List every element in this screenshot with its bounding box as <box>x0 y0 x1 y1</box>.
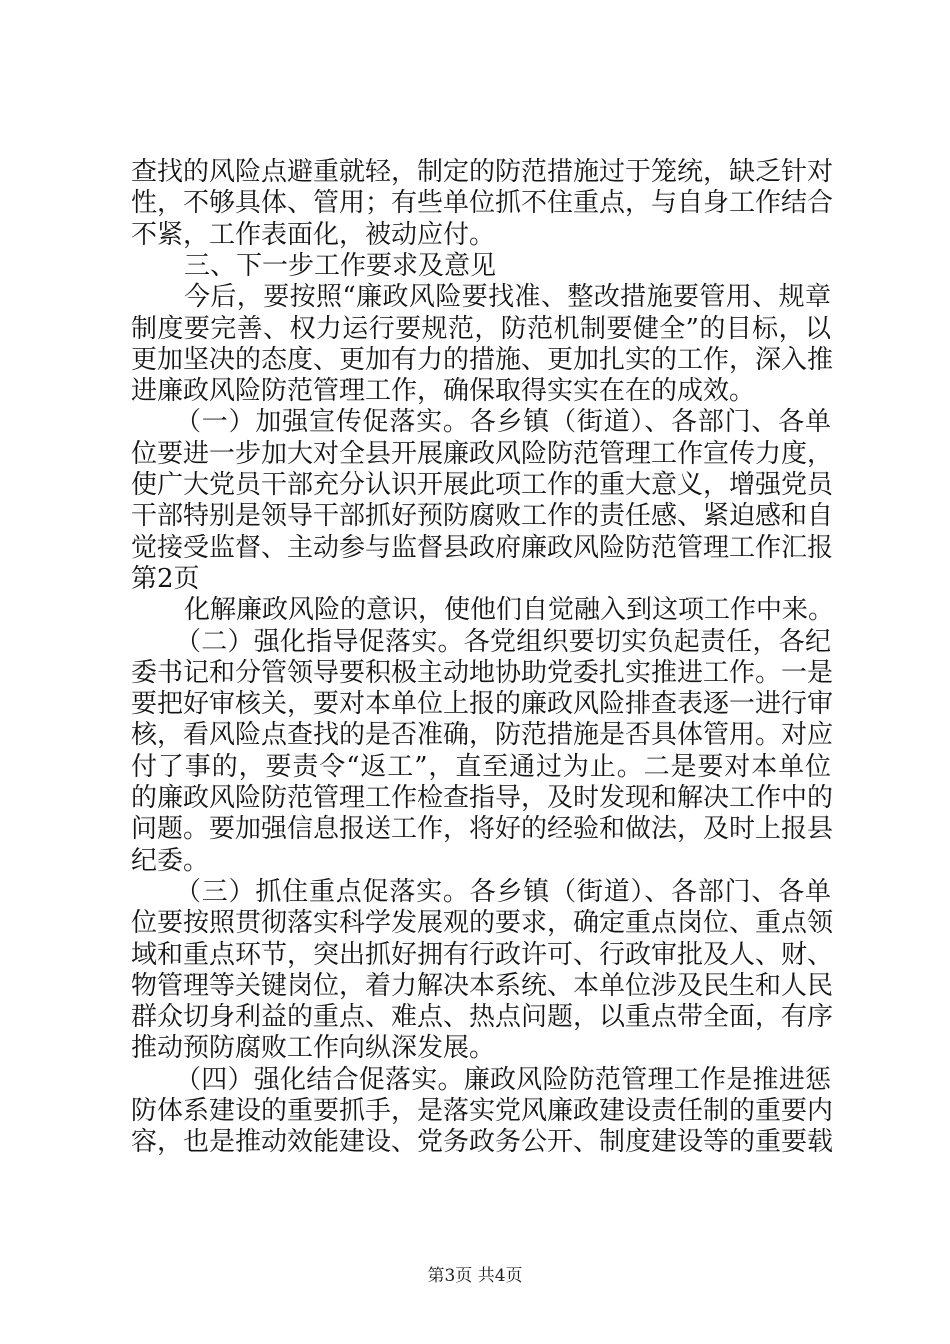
text-line: 查找的风险点避重就轻，制定的防范措施过于笼统，缺乏针对 <box>131 157 834 187</box>
text-line: 更加坚决的态度、更加有力的措施、更加扎实的工作，深入推 <box>131 345 834 375</box>
text-line: 进廉政风险防范管理工作，确保取得实实在在的成效。 <box>131 376 756 406</box>
text-line: 要把好审核关，要对本单位上报的廉政风险排查表逐一进行审 <box>131 689 834 719</box>
text-line: （一）加强宣传促落实。各乡镇（街道）、各部门、各单 <box>175 407 831 437</box>
text-line: （三）抓住重点促落实。各乡镇（街道）、各部门、各单 <box>175 877 831 907</box>
text-line: 使广大党员干部充分认识开展此项工作的重大意义，增强党员 <box>131 470 834 500</box>
text-line: 物管理等关键岗位，着力解决本系统、本单位涉及民生和人民 <box>131 971 834 1001</box>
page-marker: 第2页 <box>131 564 200 594</box>
text-line: 防体系建设的重要抓手，是落实党风廉政建设责任制的重要内 <box>131 1096 834 1126</box>
text-line: 干部特别是领导干部抓好预防腐败工作的责任感、紧迫感和自 <box>131 501 834 531</box>
text-line: 不紧，工作表面化，被动应付。 <box>131 220 496 250</box>
text-line: 域和重点环节，突出抓好拥有行政许可、行政审批及人、财、 <box>131 940 834 970</box>
text-line: 付了事的，要责令“返工”，直至通过为止。二是要对本单位 <box>131 752 831 782</box>
text-line: 制度要完善、权力运行要规范，防范机制要健全”的目标，以 <box>131 314 831 344</box>
text-line: （四）强化结合促落实。廉政风险防范管理工作是推进惩 <box>175 1065 831 1095</box>
text-line: 位要进一步加大对全县开展廉政风险防范管理工作宣传力度， <box>131 439 834 469</box>
text-line: 委书记和分管领导要积极主动地协助党委扎实推进工作。一是 <box>131 658 834 688</box>
text-line: 性，不够具体、管用；有些单位抓不住重点，与自身工作结合 <box>131 188 834 218</box>
page-footer: 第3页 共4页 <box>427 1266 523 1286</box>
text-line: 群众切身利益的重点、难点、热点问题，以重点带全面，有序 <box>131 1002 834 1032</box>
text-line: 位要按照贯彻落实科学发展观的要求，确定重点岗位、重点领 <box>131 908 834 938</box>
text-line: 问题。要加强信息报送工作，将好的经验和做法，及时上报县 <box>131 814 834 844</box>
text-line: 化解廉政风险的意识，使他们自觉融入到这项工作中来。 <box>184 595 835 625</box>
text-line: 容，也是推动效能建设、党务政务公开、制度建设等的重要载 <box>131 1127 834 1157</box>
text-line: 推动预防腐败工作向纵深发展。 <box>131 1033 496 1063</box>
text-line: 觉接受监督、主动参与监督县政府廉政风险防范管理工作汇报 <box>131 533 834 563</box>
text-line: （二）强化指导促落实。各党组织要切实负起责任，各纪 <box>175 627 831 657</box>
text-line: 核，看风险点查找的是否准确，防范措施是否具体管用。对应 <box>131 720 834 750</box>
text-line: 今后，要按照“廉政风险要找准、整改措施要管用、规章 <box>184 282 831 312</box>
text-line: 的廉政风险防范管理工作检查指导，及时发现和解决工作中的 <box>131 783 834 813</box>
text-line: 纪委。 <box>131 846 210 876</box>
section-heading: 三、下一步工作要求及意见 <box>184 251 497 281</box>
